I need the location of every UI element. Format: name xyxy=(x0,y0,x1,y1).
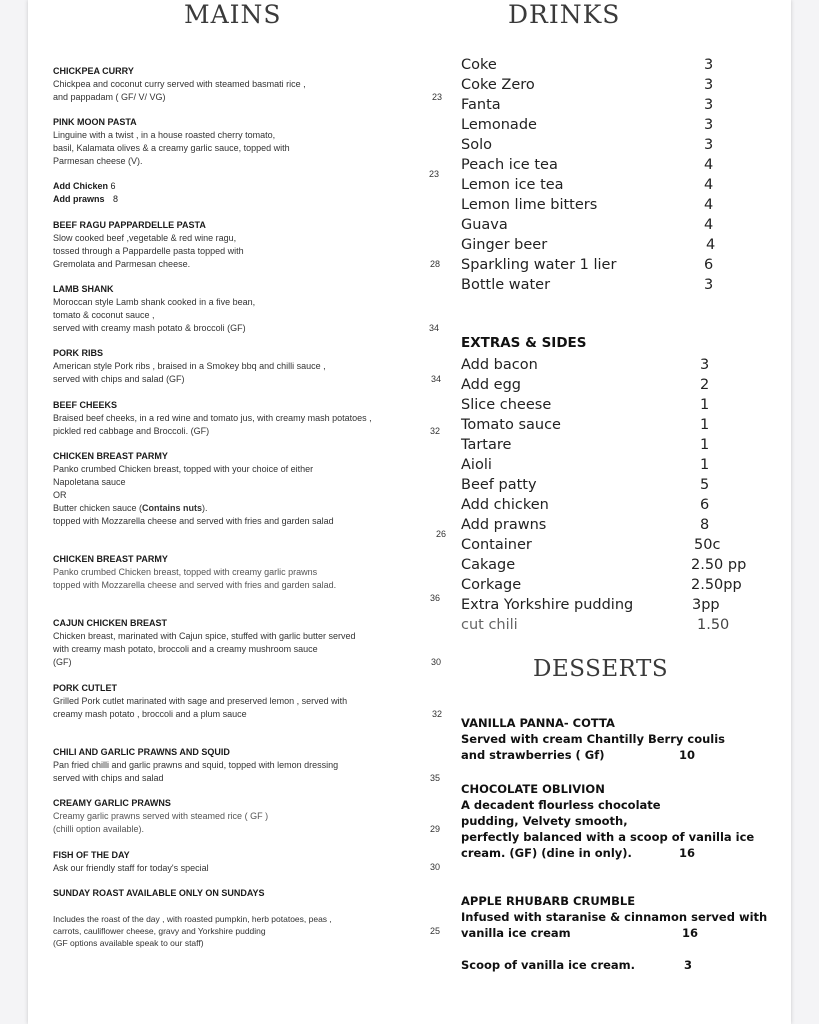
mains-item-price: 23 xyxy=(429,169,440,179)
addon-label: Add prawns 8 xyxy=(53,194,119,204)
drink-price: 3 xyxy=(704,57,714,73)
mains-item-price: 36 xyxy=(430,593,441,603)
mains-item-price: 30 xyxy=(431,657,442,667)
mains-item-name: CHICKPEA CURRY xyxy=(53,66,134,76)
extra-price: 3 xyxy=(700,357,710,373)
extra-price: 1.50 xyxy=(697,617,730,633)
extras-prices xyxy=(691,355,747,635)
drink-price: 4 xyxy=(704,197,714,213)
mains-item-desc: Linguine with a twist , in a house roasted cherry tomato, basil, Kalamata olives & a creamy garlic sauce, topped with Parmesan cheese (V). xyxy=(53,130,290,166)
mains-item-price: 28 xyxy=(430,259,441,269)
extra-name: Aioli xyxy=(461,457,492,473)
mains-item-name: PORK RIBS xyxy=(53,348,104,358)
extra-name: Beef patty xyxy=(461,477,537,493)
drink-name: Fanta xyxy=(461,97,501,113)
extra-name: Add bacon xyxy=(461,357,538,373)
extra-name: Cakage xyxy=(461,557,516,573)
extra-price: 6 xyxy=(700,497,710,513)
drink-name: Lemon lime bitters xyxy=(461,197,598,213)
extra-name: Tomato sauce xyxy=(461,417,561,433)
drink-price: 4 xyxy=(706,237,716,253)
mains-title: MAINS xyxy=(184,0,282,29)
dessert-vanilla-scoop: Scoop of vanilla ice cream. 3 xyxy=(461,958,693,972)
extra-price: 1 xyxy=(700,437,710,453)
extra-price: 1 xyxy=(700,417,710,433)
extra-price: 2.50pp xyxy=(691,577,742,593)
mains-item-name: CREAMY GARLIC PRAWNS xyxy=(53,798,171,808)
mains-item-name: LAMB SHANK xyxy=(53,284,114,294)
mains-item-price: 35 xyxy=(430,773,441,783)
extra-price: 2.50 pp xyxy=(691,557,747,573)
mains-item-price: 23 xyxy=(432,92,443,102)
menu-page xyxy=(28,0,791,1024)
drink-name: Coke Zero xyxy=(461,77,535,93)
drink-price: 4 xyxy=(704,157,714,173)
mains-item-price: 34 xyxy=(429,323,440,333)
drink-name: Peach ice tea xyxy=(461,157,558,173)
drink-name: Sparkling water 1 lier xyxy=(461,257,617,273)
mains-item-desc: Panko crumbed Chicken breast, topped with your choice of either Napoletana sauce OR Butter chicken sauce (Contains nuts). topped with Mozzarella cheese and served with fries and garden salad xyxy=(53,464,334,526)
drink-name: Bottle water xyxy=(461,277,551,293)
mains-item-desc: Creamy garlic prawns served with steamed rice ( GF ) (chilli option available). xyxy=(53,811,269,834)
mains-item-desc: Chickpea and coconut curry served with steamed basmati rice , and pappadam ( GF/ V/ VG) xyxy=(53,79,306,102)
mains-item-price: 30 xyxy=(430,862,441,872)
extra-name: Add prawns xyxy=(461,517,547,533)
drinks-title: DRINKS xyxy=(508,0,621,29)
mains-item-desc: Includes the roast of the day , with roasted pumpkin, herb potatoes, peas , carrots, cauliflower cheese, gravy and Yorkshire pudding (GF options available speak to our staff) xyxy=(53,914,332,948)
drink-price: 4 xyxy=(704,217,714,233)
extra-name: cut chili xyxy=(461,617,518,633)
extras-list xyxy=(461,355,633,635)
mains-item-desc: Moroccan style Lamb shank cooked in a five bean, tomato & coconut sauce , served with creamy mash potato & broccoli (GF) xyxy=(53,297,256,333)
mains-item-desc: Pan fried chilli and garlic prawns and squid, topped with lemon dressing served with chips and salad xyxy=(53,760,339,783)
extra-name: Extra Yorkshire pudding xyxy=(461,597,634,613)
mains-item-name: CHICKEN BREAST PARMY xyxy=(53,554,168,564)
extra-price: 1 xyxy=(700,397,710,413)
mains-item-desc: Panko crumbed Chicken breast, topped with creamy garlic prawns topped with Mozzarella cheese and served with fries and garden salad. xyxy=(53,567,337,590)
mains-item-price: 25 xyxy=(430,926,441,936)
extra-name: Container xyxy=(461,537,532,553)
dessert-chocolate-oblivion: CHOCOLATE OBLIVION A decadent flourless chocolate pudding, Velvety smooth, perfectly balanced with a scoop of vanilla ice cream. (GF) (dine in only). 16 xyxy=(461,782,755,860)
dessert-panna-cotta: VANILLA PANNA- COTTA Served with cream Chantilly Berry coulis and strawberries ( Gf) 10 xyxy=(461,716,726,762)
drink-price: 3 xyxy=(704,97,714,113)
mains-item-desc: Slow cooked beef ,vegetable & red wine ragu, tossed through a Pappardelle pasta topped with Gremolata and Parmesan cheese. xyxy=(53,233,244,269)
mains-item-desc: Grilled Pork cutlet marinated with sage and preserved lemon , served with creamy mash potato , broccoli and a plum sauce xyxy=(53,696,348,719)
drink-name: Guava xyxy=(461,217,508,233)
extra-price: 1 xyxy=(700,457,710,473)
mains-item-desc: Braised beef cheeks, in a red wine and tomato jus, with creamy mash potatoes , pickled red cabbage and Broccoli. (GF) xyxy=(53,413,372,436)
drinks-prices xyxy=(704,55,715,295)
drink-price: 4 xyxy=(704,177,714,193)
extra-name: Tartare xyxy=(461,437,512,453)
extra-name: Slice cheese xyxy=(461,397,552,413)
extra-name: Add egg xyxy=(461,377,522,393)
dessert-apple-rhubarb-crumble: APPLE RHUBARB CRUMBLE Infused with staranise & cinnamon served with vanilla ice cream 16 xyxy=(461,894,768,940)
mains-item-name: BEEF CHEEKS xyxy=(53,400,118,410)
mains-item-desc: American style Pork ribs , braised in a Smokey bbq and chilli sauce , served with chips and salad (GF) xyxy=(53,361,326,384)
drinks-list xyxy=(461,55,616,295)
extras-title: EXTRAS & SIDES xyxy=(461,335,587,351)
extra-price: 3pp xyxy=(692,597,720,613)
drink-name: Lemonade xyxy=(461,117,537,133)
extra-price: 8 xyxy=(700,517,710,533)
mains-item-name: PINK MOON PASTA xyxy=(53,117,137,127)
mains-item-name: CHILI AND GARLIC PRAWNS AND SQUID xyxy=(53,747,230,757)
drink-name: Lemon ice tea xyxy=(461,177,564,193)
mains-item-price: 32 xyxy=(432,709,443,719)
drink-name: Solo xyxy=(461,137,492,153)
extra-price: 50c xyxy=(694,537,721,553)
drink-price: 3 xyxy=(704,77,714,93)
extra-price: 2 xyxy=(700,377,710,393)
mains-item-name: CAJUN CHICKEN BREAST xyxy=(53,618,168,628)
mains-item-name: SUNDAY ROAST AVAILABLE ONLY ON SUNDAYS xyxy=(53,888,265,898)
drink-name: Coke xyxy=(461,57,497,73)
mains-item-name: PORK CUTLET xyxy=(53,683,117,693)
drink-price: 3 xyxy=(704,137,714,153)
mains-item-name: FISH OF THE DAY xyxy=(53,850,130,860)
drink-price: 3 xyxy=(704,117,714,133)
desserts-title: DESSERTS xyxy=(533,656,669,682)
drink-price: 6 xyxy=(704,257,714,273)
mains-item-price: 34 xyxy=(431,374,442,384)
extra-name: Add chicken xyxy=(461,497,549,513)
mains-item-name: CHICKEN BREAST PARMY xyxy=(53,451,168,461)
extra-name: Corkage xyxy=(461,577,522,593)
mains-item-desc: Ask our friendly staff for today's special xyxy=(53,863,209,873)
addon-label: Add Chicken 6 xyxy=(53,181,116,191)
mains-item-price: 29 xyxy=(430,824,441,834)
mains-item-desc: Chicken breast, marinated with Cajun spice, stuffed with garlic butter served with creamy mash potato, broccoli and a creamy mushroom sauce (GF) xyxy=(53,631,356,667)
mains-item-price: 26 xyxy=(436,529,447,539)
drink-price: 3 xyxy=(704,277,714,293)
mains-item-name: BEEF RAGU PAPPARDELLE PASTA xyxy=(53,220,206,230)
mains-item-price: 32 xyxy=(430,426,441,436)
extra-price: 5 xyxy=(700,477,710,493)
drink-name: Ginger beer xyxy=(461,237,548,253)
